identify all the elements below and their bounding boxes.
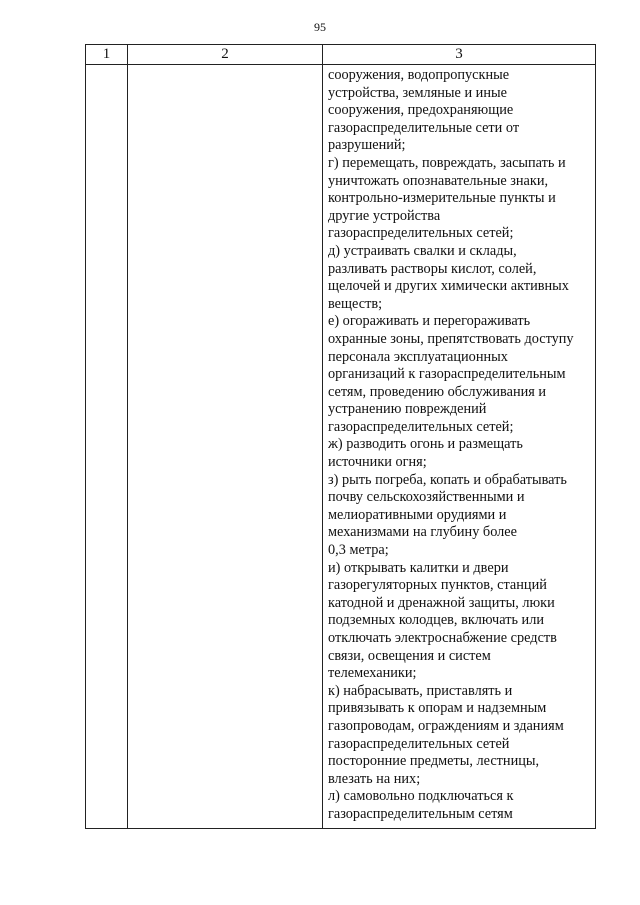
text-line: и) открывать калитки и двери xyxy=(328,559,509,576)
text-line: 0,3 метра; xyxy=(328,542,389,559)
text-line: сетям, проведению обслуживания и xyxy=(328,383,547,400)
text-line: механизмами на глубину более xyxy=(328,524,517,541)
text-line: з) рыть погреба, копать и обрабатывать xyxy=(328,471,567,488)
document-table xyxy=(85,44,596,829)
text-line: катодной и дренажной защиты, люки xyxy=(328,594,555,611)
text-line: газораспределительных сетей; xyxy=(328,418,514,435)
text-line: е) огораживать и перегораживать xyxy=(328,313,531,330)
column-divider-1 xyxy=(127,45,128,828)
column-divider-2 xyxy=(322,45,323,828)
text-line: отключать электроснабжение средств xyxy=(328,630,557,646)
text-line: другие устройства xyxy=(328,207,441,224)
text-line: телемеханики; xyxy=(328,665,417,682)
text-line: газораспределительные сети от xyxy=(328,119,520,136)
text-line: уничтожать опознавательные знаки, xyxy=(328,172,549,189)
text-line: подземных колодцев, включать или xyxy=(328,612,544,629)
text-line: газораспределительных сетей xyxy=(328,735,510,752)
text-line: привязывать к опорам и надземным xyxy=(328,700,547,717)
text-line: разливать растворы кислот, солей, xyxy=(328,260,537,277)
header-divider xyxy=(86,64,595,65)
text-line: л) самовольно подключаться к xyxy=(328,788,514,805)
text-line: источники огня; xyxy=(328,454,427,471)
column-header-1: 1 xyxy=(102,46,111,62)
text-line: газораспределительным сетям xyxy=(328,805,513,822)
text-line: почву сельскохозяйственными и xyxy=(328,489,525,506)
text-line: к) набрасывать, приставлять и xyxy=(328,682,513,699)
text-line: газорегуляторных пунктов, станций xyxy=(328,577,547,594)
text-line: персонала эксплуатационных xyxy=(328,348,508,365)
text-line: д) устраивать свалки и склады, xyxy=(328,242,517,259)
column-header-3: 3 xyxy=(455,46,463,62)
text-line: щелочей и других химически активных xyxy=(328,278,569,295)
text-line: влезать на них; xyxy=(328,770,421,787)
text-line: ж) разводить огонь и размещать xyxy=(328,436,523,453)
text-line: устройства, земляные и иные xyxy=(328,84,507,101)
page-number: 95 xyxy=(314,20,326,34)
text-line: газораспределительных сетей; xyxy=(328,225,514,242)
text-line: посторонние предметы, лестницы, xyxy=(328,753,540,770)
column-3-text xyxy=(328,67,594,824)
text-line: сооружения, предохраняющие xyxy=(328,102,514,119)
text-line: связи, освещения и систем xyxy=(328,647,491,664)
text-line: разрушений; xyxy=(328,137,406,154)
text-line: охранные зоны, препятствовать доступу xyxy=(328,330,574,347)
text-line: организаций к газораспределительным xyxy=(328,366,566,383)
column-header-2: 2 xyxy=(221,46,229,62)
text-line: устранению повреждений xyxy=(328,401,487,418)
text-line: газопроводам, ограждениям и зданиям xyxy=(328,717,564,734)
text-line: сооружения, водопропускные xyxy=(328,67,510,83)
text-line: г) перемещать, повреждать, засыпать и xyxy=(328,154,566,171)
text-line: мелиоративными орудиями и xyxy=(328,506,507,523)
text-line: веществ; xyxy=(328,295,383,312)
text-line: контрольно-измерительные пункты и xyxy=(328,190,556,207)
